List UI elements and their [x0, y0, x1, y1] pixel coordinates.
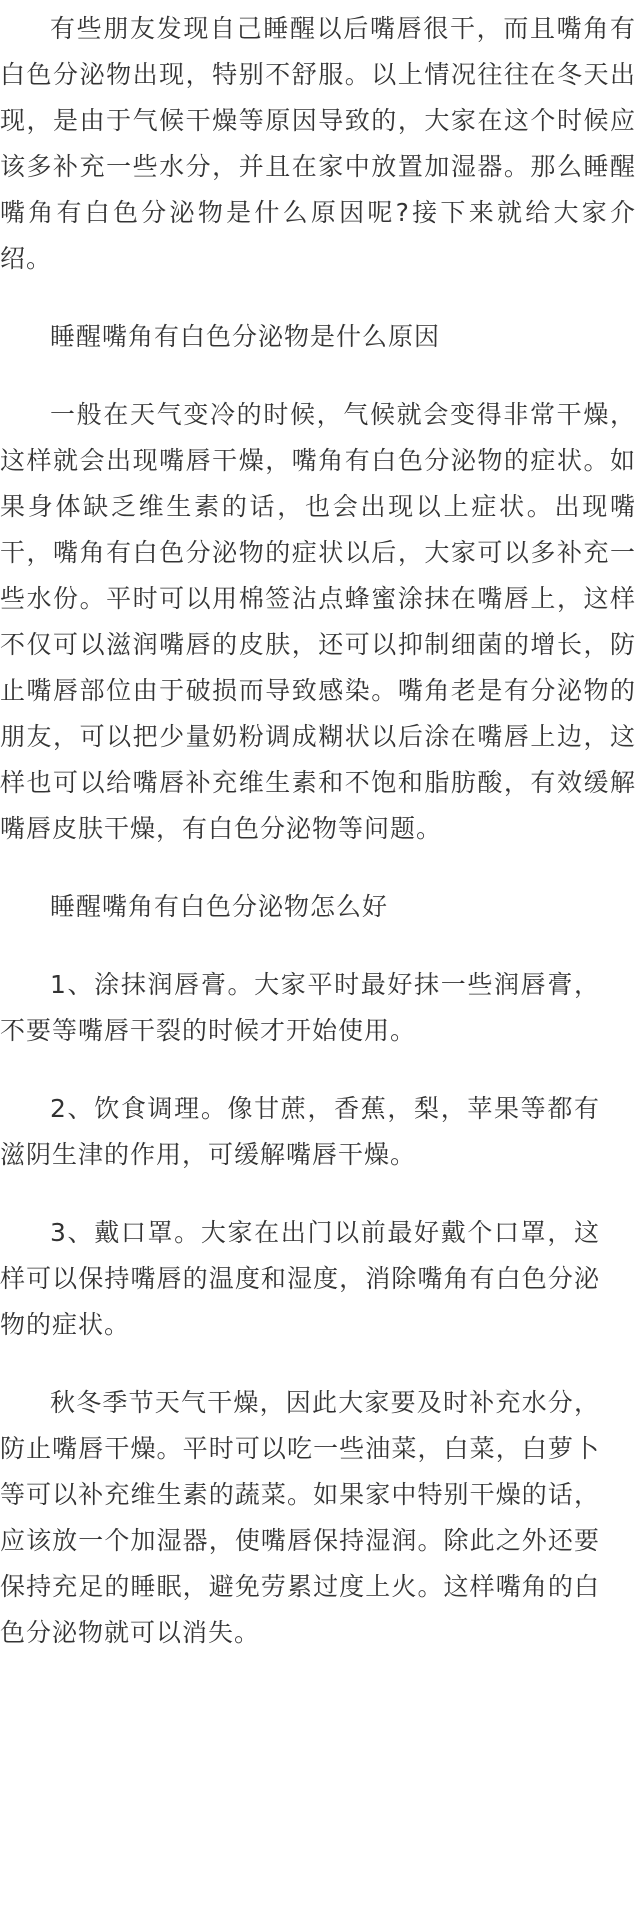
remedy-item-2: 2、饮食调理。像甘蔗，香蕉，梨，苹果等都有滋阴生津的作用，可缓解嘴唇干燥。 [0, 1094, 600, 1169]
conclusion-paragraph: 秋冬季节天气干燥，因此大家要及时补充水分，防止嘴唇干燥。平时可以吃一些油菜，白菜，白萝卜等可以补充维生素的蔬菜。如果家中特别干燥的话，应该放一个加湿器，使嘴唇保持湿润。除此之外还要保持充足的睡眠，避免劳累过度上火。这样嘴角的白色分泌物就可以消失。 [0, 1388, 600, 1647]
section-heading-remedy: 睡醒嘴角有白色分泌物怎么好 [50, 892, 389, 921]
intro-paragraph: 有些朋友发现自己睡醒以后嘴唇很干，而且嘴角有白色分泌物出现，特别不舒服。以上情况往往在冬天出现，是由于气候干燥等原因导致的，大家在这个时候应该多补充一些水分，并且在家中放置加湿器。那么睡醒嘴角有白色分泌物是什么原因呢?接下来就给大家介绍。 [0, 14, 636, 273]
section-heading-cause: 睡醒嘴角有白色分泌物是什么原因 [50, 322, 441, 351]
cause-paragraph: 一般在天气变冷的时候，气候就会变得非常干燥，这样就会出现嘴唇干燥，嘴角有白色分泌物的症状。如果身体缺乏维生素的话，也会出现以上症状。出现嘴干，嘴角有白色分泌物的症状以后，大家可以多补充一些水份。平时可以用棉签沾点蜂蜜涂抹在嘴唇上，这样不仅可以滋润嘴唇的皮肤，还可以抑制细菌的增长，防止嘴唇部位由于破损而导致感染。嘴角老是有分泌物的朋友，可以把少量奶粉调成糊状以后涂在嘴唇上边，这样也可以给嘴唇补充维生素和不饱和脂肪酸，有效缓解嘴唇皮肤干燥，有白色分泌物等问题。 [0, 400, 636, 843]
remedy-item-3: 3、戴口罩。大家在出门以前最好戴个口罩，这样可以保持嘴唇的温度和湿度，消除嘴角有白色分泌物的症状。 [0, 1218, 600, 1339]
remedy-item-1: 1、涂抹润唇膏。大家平时最好抹一些润唇膏，不要等嘴唇干裂的时候才开始使用。 [0, 970, 600, 1045]
